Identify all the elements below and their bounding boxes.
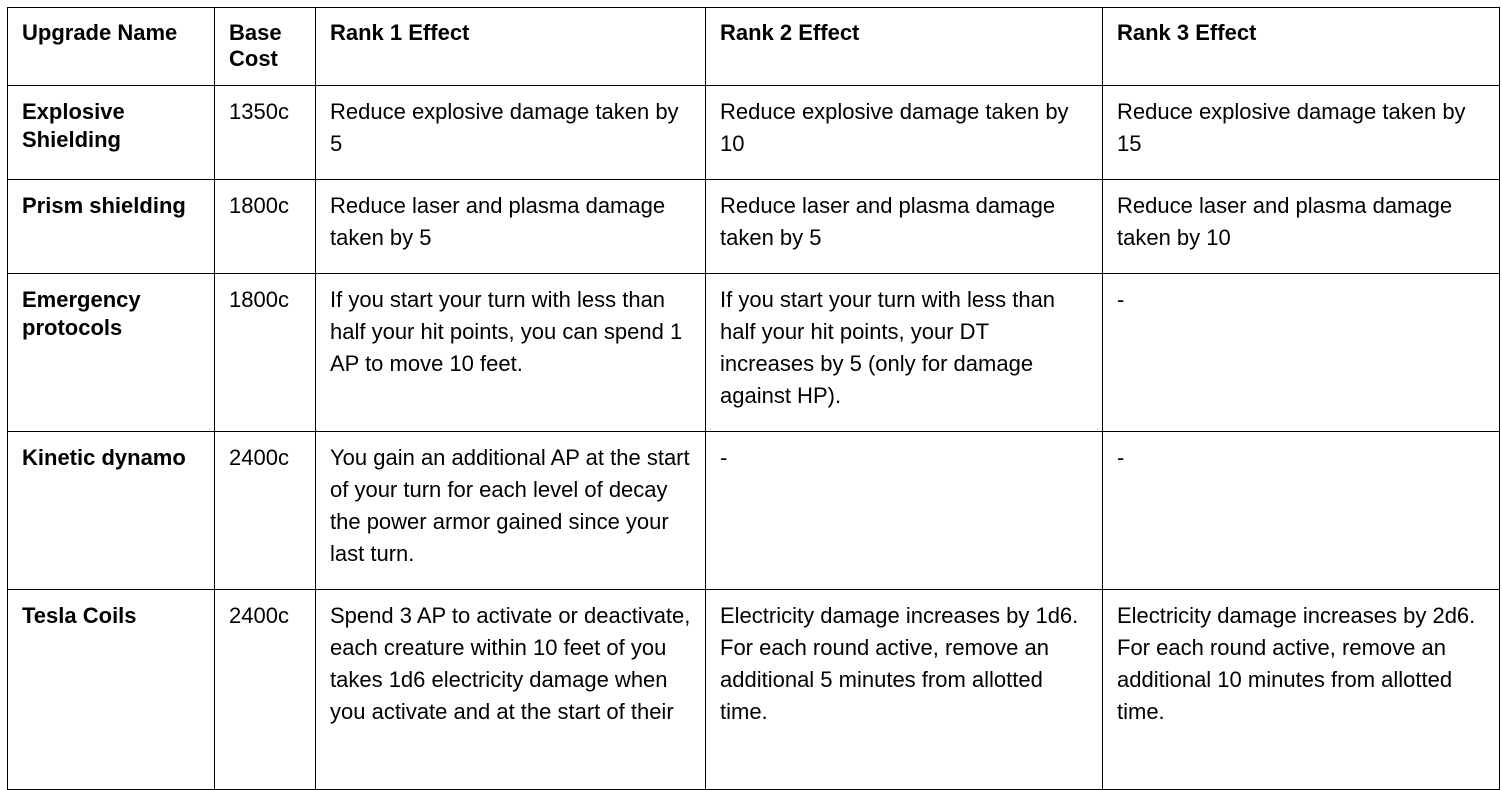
rank-1-effect-cell: Reduce laser and plasma damage taken by 5 [316,180,706,274]
upgrade-name-cell: Tesla Coils [8,590,215,790]
rank-3-effect-cell: Reduce laser and plasma damage taken by 10 [1103,180,1500,274]
rank-3-effect-cell: Electricity damage increases by 2d6. For each round active, remove an additional 10 minutes from allotted time. [1103,590,1500,790]
table-row [8,180,1500,274]
base-cost-cell: 1800c [215,274,316,432]
rank-1-effect-cell: You gain an additional AP at the start of your turn for each level of decay the power armor gained since your last turn. [316,432,706,590]
table-row [8,86,1500,180]
header-rank-2-effect: Rank 2 Effect [706,8,1103,86]
table-row [8,432,1500,590]
rank-3-effect-cell: - [1103,274,1500,432]
header-rank-1-effect: Rank 1 Effect [316,8,706,86]
rank-1-effect-cell: If you start your turn with less than half your hit points, you can spend 1 AP to move 10 feet. [316,274,706,432]
rank-1-effect-cell: Spend 3 AP to activate or deactivate, each creature within 10 feet of you takes 1d6 electricity damage when you activate and at the start of their [316,590,706,790]
header-upgrade-name: Upgrade Name [8,8,215,86]
rank-1-effect-cell: Reduce explosive damage taken by 5 [316,86,706,180]
base-cost-cell: 1800c [215,180,316,274]
table-row [8,274,1500,432]
header-rank-3-effect: Rank 3 Effect [1103,8,1500,86]
upgrade-name-cell: Kinetic dynamo [8,432,215,590]
base-cost-cell: 2400c [215,432,316,590]
table-row [8,590,1500,790]
base-cost-cell: 1350c [215,86,316,180]
rank-3-effect-cell: - [1103,432,1500,590]
rank-2-effect-cell: - [706,432,1103,590]
rank-2-effect-cell: Reduce laser and plasma damage taken by 5 [706,180,1103,274]
table-header-row [8,8,1500,86]
rank-3-effect-cell: Reduce explosive damage taken by 15 [1103,86,1500,180]
rank-2-effect-cell: If you start your turn with less than half your hit points, your DT increases by 5 (only for damage against HP). [706,274,1103,432]
upgrades-table [7,7,1500,790]
header-base-cost: Base Cost [215,8,316,86]
upgrade-name-cell: Prism shielding [8,180,215,274]
upgrade-name-cell: Emergency protocols [8,274,215,432]
upgrade-name-cell: Explosive Shielding [8,86,215,180]
base-cost-cell: 2400c [215,590,316,790]
rank-2-effect-cell: Reduce explosive damage taken by 10 [706,86,1103,180]
rank-2-effect-cell: Electricity damage increases by 1d6. For each round active, remove an additional 5 minutes from allotted time. [706,590,1103,790]
